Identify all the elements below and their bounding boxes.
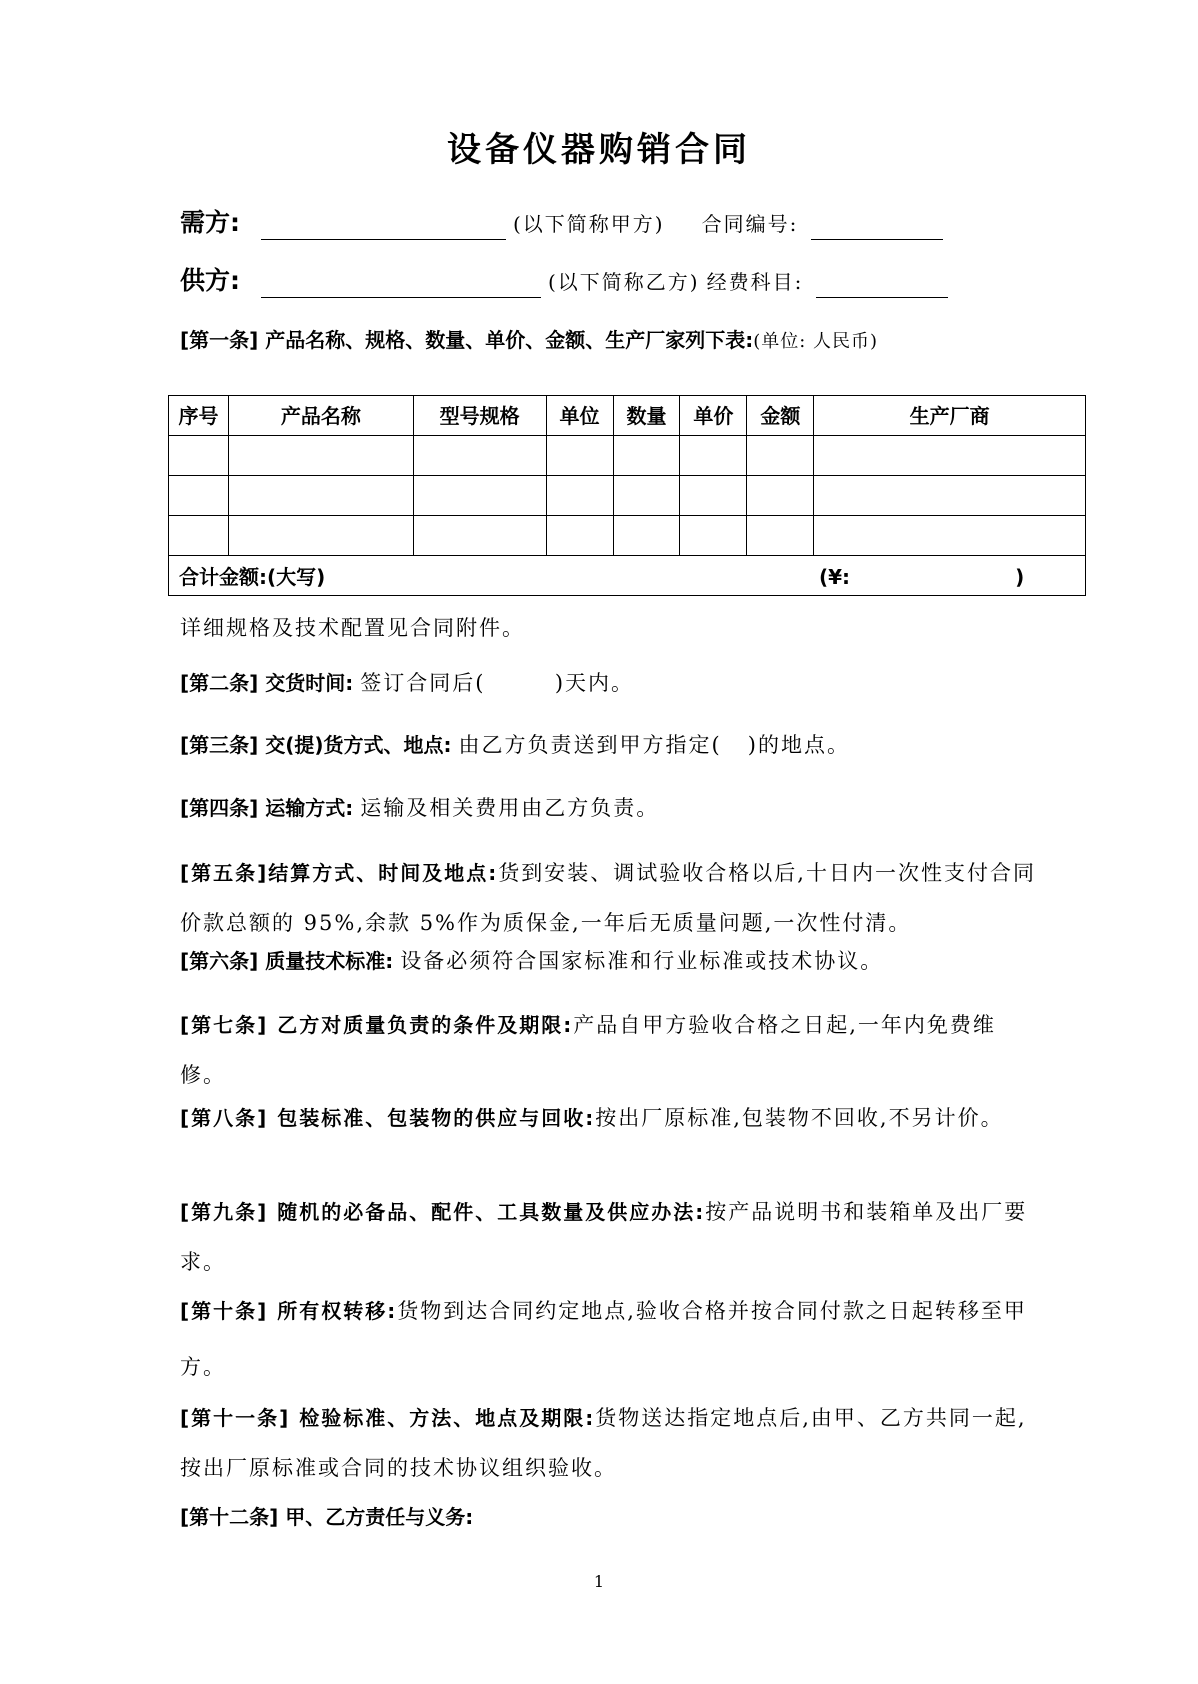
seller-note: (以下简称乙方)	[548, 270, 700, 294]
product-table	[168, 395, 1086, 596]
article-6-text: 设备必须符合国家标准和行业标准或技术协议。	[400, 949, 884, 973]
article-4-text: 运输及相关费用由乙方负责。	[360, 796, 660, 820]
document-title: 设备仪器购销合同	[447, 130, 751, 170]
article-5-heading: [第五条]结算方式、时间及地点:	[180, 861, 499, 885]
table-cell[interactable]	[228, 516, 413, 556]
total-cell[interactable]	[169, 556, 1086, 596]
article-1	[180, 325, 878, 357]
article-2-heading: [第二条] 交货时间:	[180, 671, 354, 695]
table-cell[interactable]	[747, 516, 814, 556]
buyer-name-field[interactable]	[261, 215, 506, 240]
table-row	[169, 476, 1086, 516]
article-10-text: 货物到达合同约定地点,验收合格并按合同付款之日起转移至甲方。	[180, 1299, 1027, 1379]
table-cell[interactable]	[680, 436, 747, 476]
fund-label: 经费科目:	[706, 270, 804, 294]
article-10	[180, 1283, 1040, 1395]
article-6	[180, 946, 883, 977]
table-cell[interactable]	[228, 476, 413, 516]
fund-field[interactable]	[816, 273, 948, 298]
article-9-heading: [第九条] 随机的必备品、配件、工具数量及供应办法:	[180, 1200, 706, 1224]
article-7	[180, 1000, 1040, 1100]
table-cell[interactable]	[169, 476, 229, 516]
article-11-text: 货物送达指定地点后,由甲、乙方共同一起,按出厂原标准或合同的技术协议组织验收。	[180, 1406, 1027, 1480]
total-amount-label: 合计金额:(大写)	[179, 565, 326, 589]
header-cell: 生产厂商	[814, 396, 1086, 436]
header-cell: 产品名称	[228, 396, 413, 436]
buyer-line	[180, 208, 943, 240]
table-cell[interactable]	[546, 516, 613, 556]
header-cell: 序号	[169, 396, 229, 436]
article-2-text: 签订合同后( )天内。	[360, 671, 635, 695]
contract-no-label: 合同编号:	[701, 212, 799, 236]
seller-name-field[interactable]	[261, 273, 541, 298]
article-2	[180, 668, 634, 699]
table-cell[interactable]	[613, 476, 680, 516]
article-8-heading: [第八条] 包装标准、包装物的供应与回收:	[180, 1106, 596, 1130]
seller-label: 供方:	[180, 266, 240, 295]
table-cell[interactable]	[613, 436, 680, 476]
table-row	[169, 436, 1086, 476]
table-cell[interactable]	[546, 476, 613, 516]
article-11-heading: [第十一条] 检验标准、方法、地点及期限:	[180, 1406, 596, 1430]
table-note: 详细规格及技术配置见合同附件。	[180, 616, 525, 640]
header-cell: 单价	[680, 396, 747, 436]
table-cell[interactable]	[546, 436, 613, 476]
seller-line	[180, 266, 948, 298]
table-cell[interactable]	[613, 516, 680, 556]
header-cell: 金额	[747, 396, 814, 436]
table-cell[interactable]	[169, 436, 229, 476]
buyer-label: 需方:	[180, 208, 240, 237]
header-cell: 单位	[546, 396, 613, 436]
article-11	[180, 1393, 1040, 1493]
article-10-heading: [第十条] 所有权转移:	[180, 1299, 398, 1323]
table-cell[interactable]	[228, 436, 413, 476]
article-1-heading: [第一条] 产品名称、规格、数量、单价、金额、生产厂家列下表:	[180, 328, 754, 352]
article-1-unit-note: (单位: 人民币)	[753, 331, 879, 352]
buyer-note: (以下简称甲方)	[513, 212, 665, 236]
table-header-row	[169, 396, 1086, 436]
article-9	[180, 1187, 1040, 1287]
table-total-row	[169, 556, 1086, 596]
total-close-paren: )	[1015, 565, 1025, 589]
table-cell[interactable]	[413, 436, 546, 476]
header-cell: 型号规格	[413, 396, 546, 436]
table-cell[interactable]	[680, 476, 747, 516]
table-cell[interactable]	[747, 436, 814, 476]
article-6-heading: [第六条] 质量技术标准:	[180, 949, 394, 973]
article-12-heading: [第十二条] 甲、乙方责任与义务:	[180, 1505, 474, 1529]
table-cell[interactable]	[814, 436, 1086, 476]
article-12	[180, 1502, 473, 1533]
table-cell[interactable]	[169, 516, 229, 556]
table-cell[interactable]	[680, 516, 747, 556]
article-8	[180, 1093, 1040, 1143]
table-row	[169, 516, 1086, 556]
article-5	[180, 848, 1040, 948]
total-currency-label: (¥:	[819, 565, 851, 589]
article-3-text: 由乙方负责送到甲方指定( )的地点。	[458, 733, 850, 757]
article-5-text: 货到安装、调试验收合格以后,十日内一次性支付合同价款总额的 95%,余款 5%作为质保金,一年后无质量问题,一次性付清。	[180, 861, 1036, 935]
article-3	[180, 730, 850, 761]
article-7-text: 产品自甲方验收合格之日起,一年内免费维修。	[180, 1013, 996, 1087]
table-cell[interactable]	[413, 476, 546, 516]
article-9-text: 按产品说明书和装箱单及出厂要求。	[180, 1200, 1028, 1274]
table-cell[interactable]	[814, 516, 1086, 556]
table-cell[interactable]	[814, 476, 1086, 516]
article-4	[180, 793, 659, 824]
article-8-text: 按出厂原标准,包装物不回收,不另计价。	[595, 1106, 1004, 1130]
page-number: 1	[593, 1572, 605, 1591]
header-cell: 数量	[613, 396, 680, 436]
table-cell[interactable]	[413, 516, 546, 556]
table-cell[interactable]	[747, 476, 814, 516]
article-3-heading: [第三条] 交(提)货方式、地点:	[180, 733, 452, 757]
article-4-heading: [第四条] 运输方式:	[180, 796, 354, 820]
article-7-heading: [第七条] 乙方对质量负责的条件及期限:	[180, 1013, 574, 1037]
contract-no-field[interactable]	[811, 215, 943, 240]
